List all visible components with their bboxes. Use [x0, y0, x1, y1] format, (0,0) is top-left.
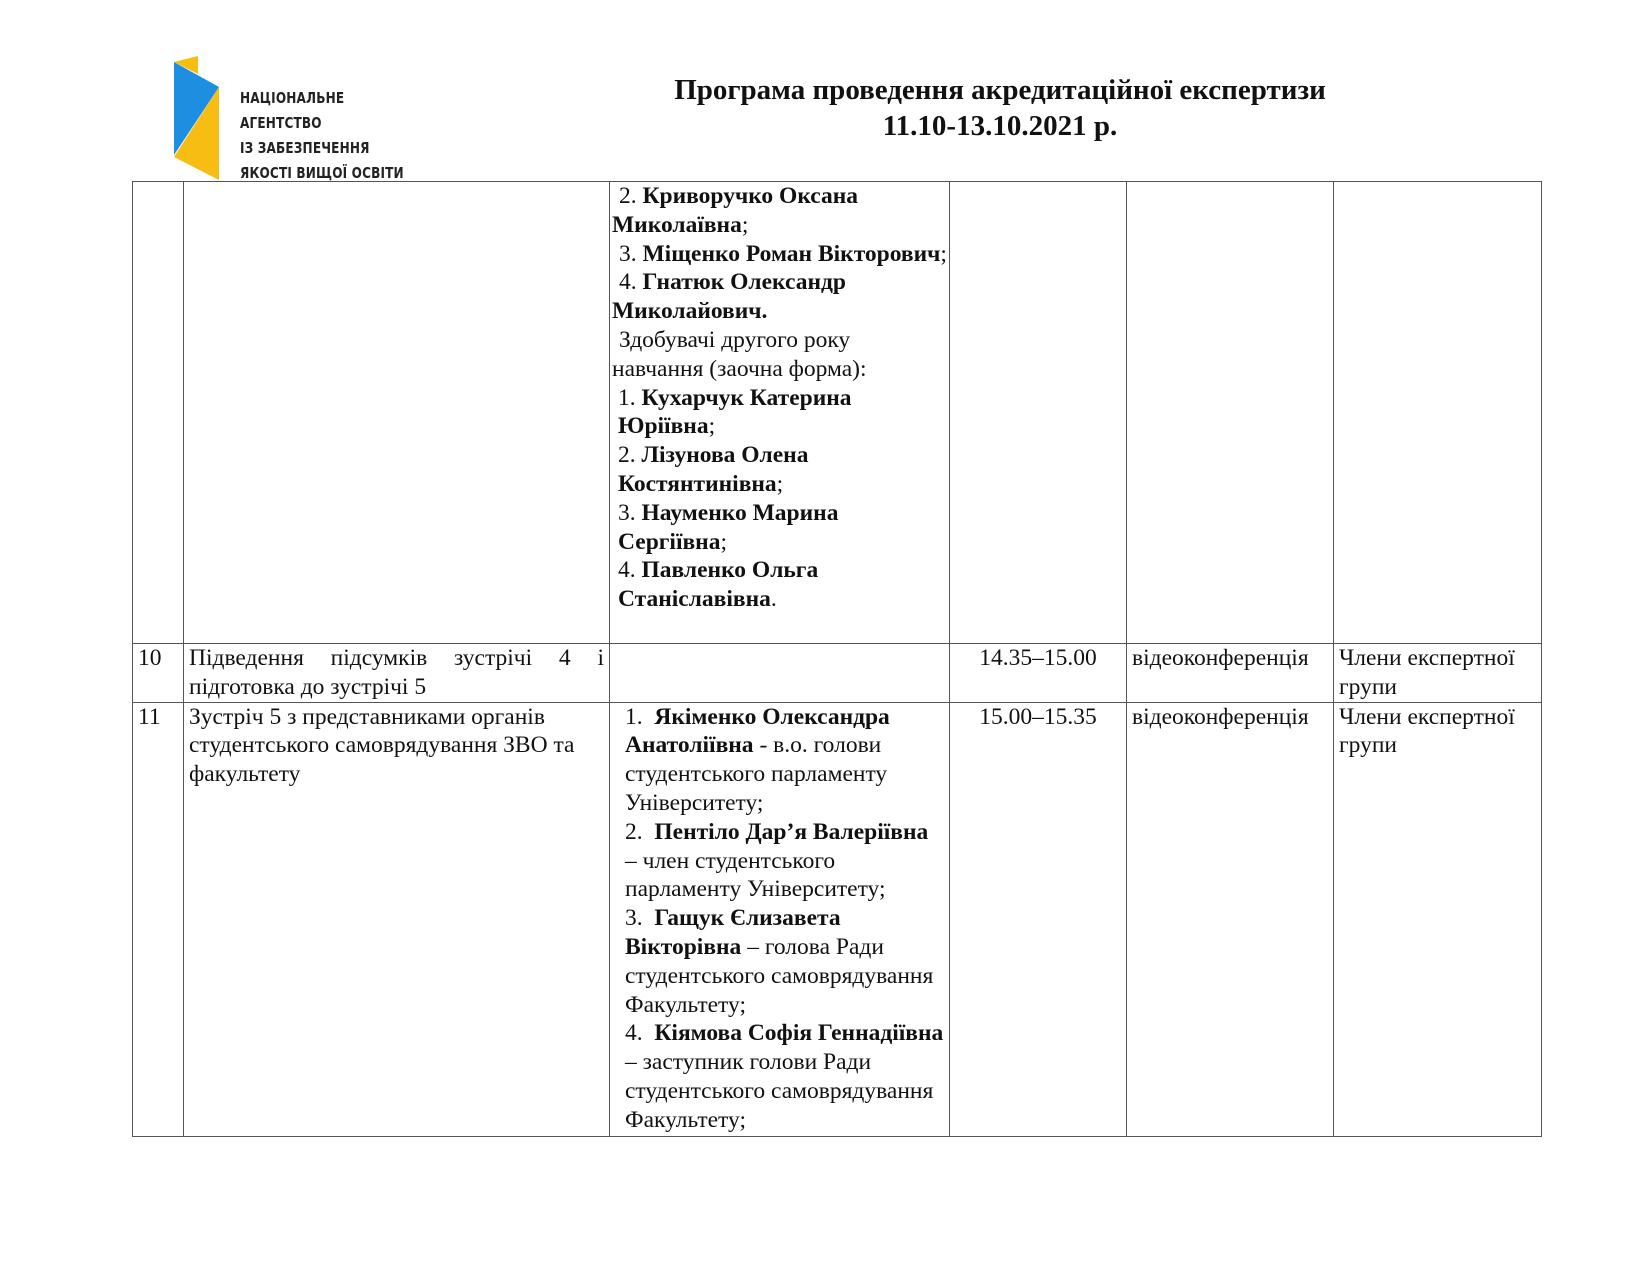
naqa-logo: [172, 56, 402, 182]
logo-line: АГЕНТСТВО: [240, 114, 322, 132]
participant: 3. Науменко Марина Сергіївна;: [618, 499, 839, 555]
participant: 1. Кухарчук Катерина Юріївна;: [618, 384, 852, 440]
cell-activity: Підведення підсумків зустрічі 4 і підготовка до зустрічі 5: [184, 644, 610, 703]
table-row: [133, 182, 1542, 644]
cell-format: відеоконференція: [1127, 644, 1334, 703]
cell-responsible: Члени експертної групи: [1334, 644, 1542, 703]
participant: 1. Якіменко Олександра Анатоліївна - в.о. голови студентського парламенту Університету;: [625, 703, 890, 816]
participant: 2. Лізунова Олена Костянтинівна;: [618, 442, 809, 497]
cell-responsible: Члени експертної групи: [1334, 702, 1542, 1136]
participant: 4. Гнатюк Олександр Миколайович.: [612, 269, 846, 325]
logo-line: НАЦІОНАЛЬНЕ: [240, 89, 345, 107]
participant: 4. Кіямова Софія Геннадіївна – заступник голови Ради студентського самоврядування Факультету;: [625, 1020, 944, 1133]
title-line: Програма проведення акредитаційної експертизи: [674, 74, 1326, 106]
cell-activity: [184, 182, 610, 644]
cell-num: 10: [133, 644, 184, 703]
cell-participants: [610, 182, 950, 644]
cell-participants: [610, 702, 950, 1136]
cell-responsible: [1334, 182, 1542, 644]
schedule-table: [132, 181, 1542, 1137]
cell-format: [1127, 182, 1334, 644]
cell-format: відеоконференція: [1127, 702, 1334, 1136]
logo-line: ЯКОСТІ ВИЩОЇ ОСВІТИ: [240, 164, 404, 182]
table-row: [133, 702, 1542, 1136]
group-label: Здобувачі другого року навчання (заочна форма):: [612, 326, 867, 382]
cell-time: 15.00–15.35: [950, 702, 1127, 1136]
logo-line: ІЗ ЗАБЕЗПЕЧЕННЯ: [240, 139, 370, 157]
cell-time: [950, 182, 1127, 644]
cell-time: 14.35–15.00: [950, 644, 1127, 703]
participant: 2. Криворучко Оксана Миколаївна;: [612, 183, 859, 238]
participant: 3. Міщенко Роман Вікторович;: [619, 240, 947, 267]
title-date: 11.10-13.10.2021 р.: [882, 110, 1118, 142]
cell-participants: [610, 644, 950, 703]
logo-text: [240, 86, 404, 186]
logo-emblem-icon: [172, 56, 232, 182]
participant: 2. Пентіло Дар’я Валеріївна – член студентського парламенту Університету;: [625, 818, 929, 903]
participant: 4. Павленко Ольга Станіславівна.: [618, 557, 819, 613]
participant: 3. Гащук Єлизавета Вікторівна – голова Ради студентського самоврядування Факультету;: [625, 905, 934, 1018]
page-title: [500, 72, 1500, 144]
cell-num: [133, 182, 184, 644]
cell-num: 11: [133, 702, 184, 1136]
table-row: [133, 644, 1542, 703]
cell-activity: Зустріч 5 з представниками органів студентського самоврядування ЗВО та факультету: [184, 702, 610, 1136]
